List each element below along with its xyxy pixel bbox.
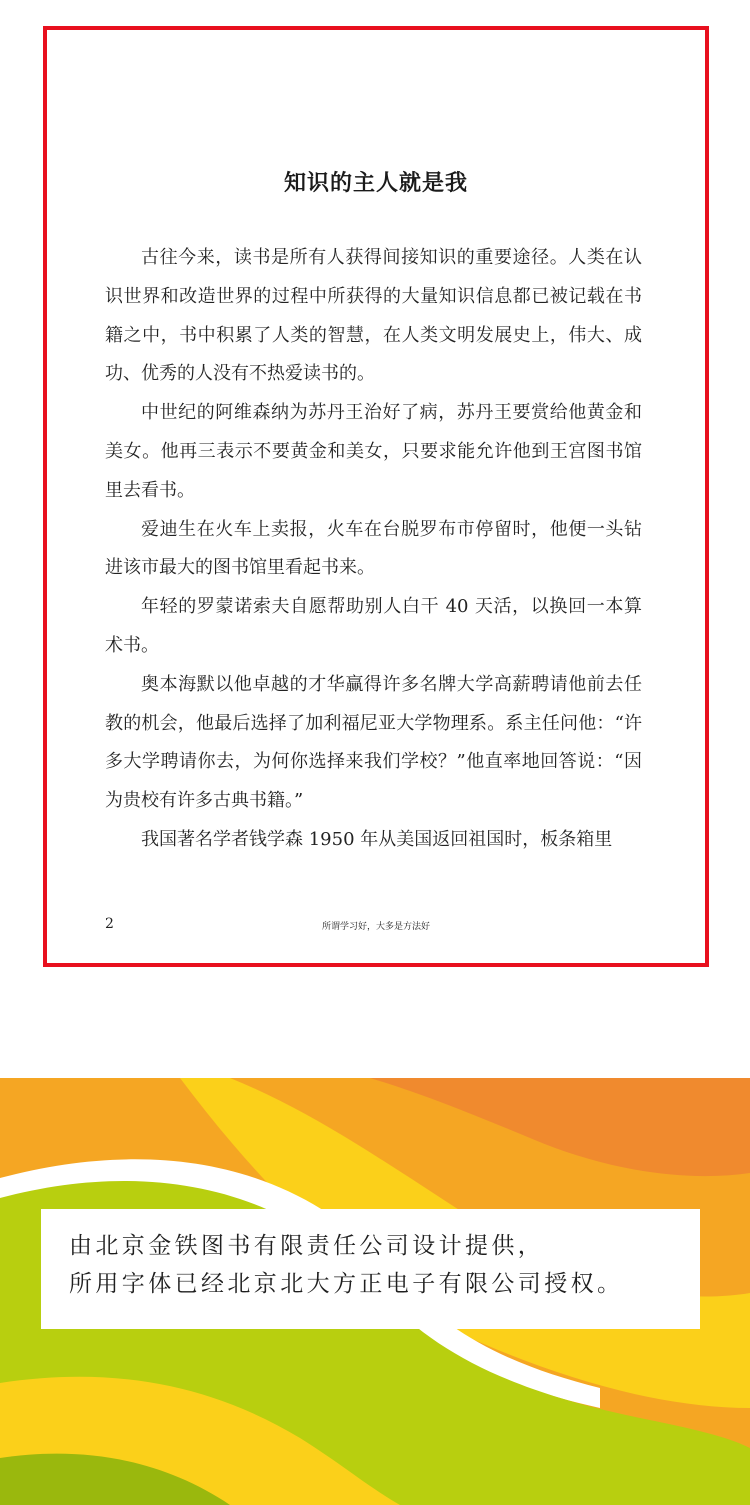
book-page — [43, 26, 709, 967]
paragraph: 我国著名学者钱学森 1950 年从美国返回祖国时，板条箱里 — [141, 828, 613, 850]
body-text — [105, 239, 642, 860]
paragraph: 年轻的罗蒙诺索夫自愿帮助别人白干 40 天活，以换回一本算术书。 — [105, 596, 642, 656]
page-title: 知识的主人就是我 — [283, 170, 468, 196]
paragraph: 中世纪的阿维森纳为苏丹王治好了病，苏丹王要赏给他黄金和美女。他再三表示不要黄金和美女，只要求能允许他到王宫图书馆里去看书。 — [105, 402, 642, 501]
copyright-notice — [41, 1209, 700, 1329]
running-footer: 所谓学习好，大多是方法好 — [321, 922, 430, 932]
paragraph: 奥本海默以他卓越的才华赢得许多名牌大学高薪聘请他前去任教的机会，他最后选择了加利福尼亚大学物理系。系主任问他：“许多大学聘请你去，为何你选择来我们学校？”他直率地回答说：“因为贵校有许多古典书籍。” — [105, 673, 642, 812]
paragraph: 爱迪生在火车上卖报，火车在台脱罗布市停留时，他便一头钻进该市最大的图书馆里看起书来。 — [105, 518, 642, 579]
page-number: 2 — [105, 916, 114, 932]
paragraph: 古往今来，读书是所有人获得间接知识的重要途径。人类在认识世界和改造世界的过程中所获得的大量知识信息都已被记载在书籍之中，书中积累了人类的智慧，在人类文明发展史上，伟大、成功、优秀的人没有不热爱读书的。 — [105, 247, 642, 385]
notice-line-1: 由北京金铁图书有限责任公司设计提供， — [69, 1233, 545, 1259]
notice-line-2: 所用字体已经北京北大方正电子有限公司授权。 — [69, 1271, 624, 1297]
